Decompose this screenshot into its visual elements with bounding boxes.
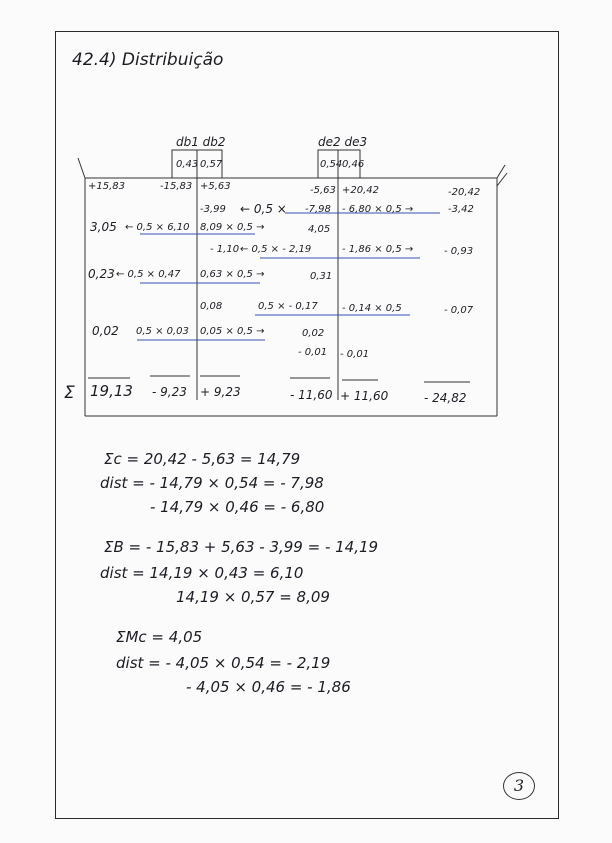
r2-c4: 4,05	[308, 224, 331, 235]
right-pair-heading: de2 de3	[318, 135, 368, 149]
r3-c6: - 0,93	[444, 246, 474, 257]
sum-cb: - 11,60	[290, 388, 333, 402]
calc-b-sum: ΣB = - 15,83 + 5,63 - 3,99 = - 14,19	[104, 538, 379, 556]
sum-ba: - 9,23	[152, 385, 187, 399]
r1-c4: -7,98	[305, 204, 331, 215]
r5-carry: 0,5 × - 0,17	[258, 301, 318, 312]
calc-m-dist1: dist = - 4,05 × 0,54 = - 2,19	[116, 654, 331, 672]
sum-bc: + 9,23	[200, 385, 241, 399]
r6-c4: 0,02	[302, 328, 325, 339]
r6-c3: 0,05 × 0,5 →	[200, 326, 265, 337]
calc-b-dist1: dist = 14,19 × 0,43 = 6,10	[100, 564, 304, 582]
r3-c3: - 1,10	[210, 244, 240, 255]
r1-carry: ← 0,5 ×	[240, 202, 287, 216]
calc-m-dist2: - 4,05 × 0,46 = - 1,86	[186, 678, 351, 696]
r4-carry: ← 0,5 × 0,47	[116, 269, 181, 280]
page-title: 42.4) Distribuição	[72, 50, 224, 70]
calc-m-sum: ΣMc = 4,05	[116, 628, 203, 646]
r2-c1: 3,05	[90, 220, 117, 234]
r4-c3: 0,63 × 0,5 →	[200, 269, 265, 280]
left-pair-heading: db1 db2	[176, 135, 226, 149]
r6-carry: 0,5 × 0,03	[136, 326, 189, 337]
stiffness-db1: 0,43	[176, 159, 199, 170]
sum-symbol: Σ	[64, 383, 75, 403]
r4-c1: 0,23	[88, 267, 115, 281]
r6-c1: 0,02	[92, 324, 119, 338]
r1-c3: -3,99	[200, 204, 226, 215]
calc-c-dist2: - 14,79 × 0,46 = - 6,80	[150, 498, 325, 516]
fem-ba: -15,83	[160, 181, 193, 192]
sum-ab: 19,13	[90, 382, 133, 400]
fem-bc: +5,63	[200, 181, 231, 192]
fem-ab: +15,83	[88, 181, 126, 192]
r7-c4: - 0,01	[298, 347, 328, 358]
calc-b-dist2: 14,19 × 0,57 = 8,09	[176, 588, 330, 606]
r7-c5: - 0,01	[340, 349, 370, 360]
r3-c5: - 1,86 × 0,5 →	[342, 244, 414, 255]
calc-c-dist1: dist = - 14,79 × 0,54 = - 7,98	[100, 474, 324, 492]
stiffness-de3: 0,46	[342, 159, 365, 170]
r2-c3: 8,09 × 0,5 →	[200, 222, 265, 233]
r3-carry: ← 0,5 × - 2,19	[240, 244, 312, 255]
r5-c3: 0,08	[200, 301, 223, 312]
page-number: 3	[503, 772, 535, 800]
stiffness-db2: 0,57	[200, 159, 223, 170]
r5-c6: - 0,07	[444, 305, 474, 316]
r5-c5: - 0,14 × 0,5	[342, 303, 402, 314]
fem-cd: +20,42	[342, 185, 380, 196]
r1-c5: - 6,80 × 0,5 →	[342, 204, 414, 215]
r4-c4: 0,31	[310, 271, 333, 282]
r2-carry: ← 0,5 × 6,10	[125, 222, 190, 233]
calc-c-sum: Σc = 20,42 - 5,63 = 14,79	[104, 450, 301, 468]
sum-cd: + 11,60	[340, 389, 389, 403]
r1-c6: -3,42	[448, 204, 474, 215]
fem-dc: -20,42	[448, 187, 481, 198]
stiffness-de2: 0,54	[320, 159, 343, 170]
fem-cb: -5,63	[310, 185, 336, 196]
sum-dc: - 24,82	[424, 391, 467, 405]
